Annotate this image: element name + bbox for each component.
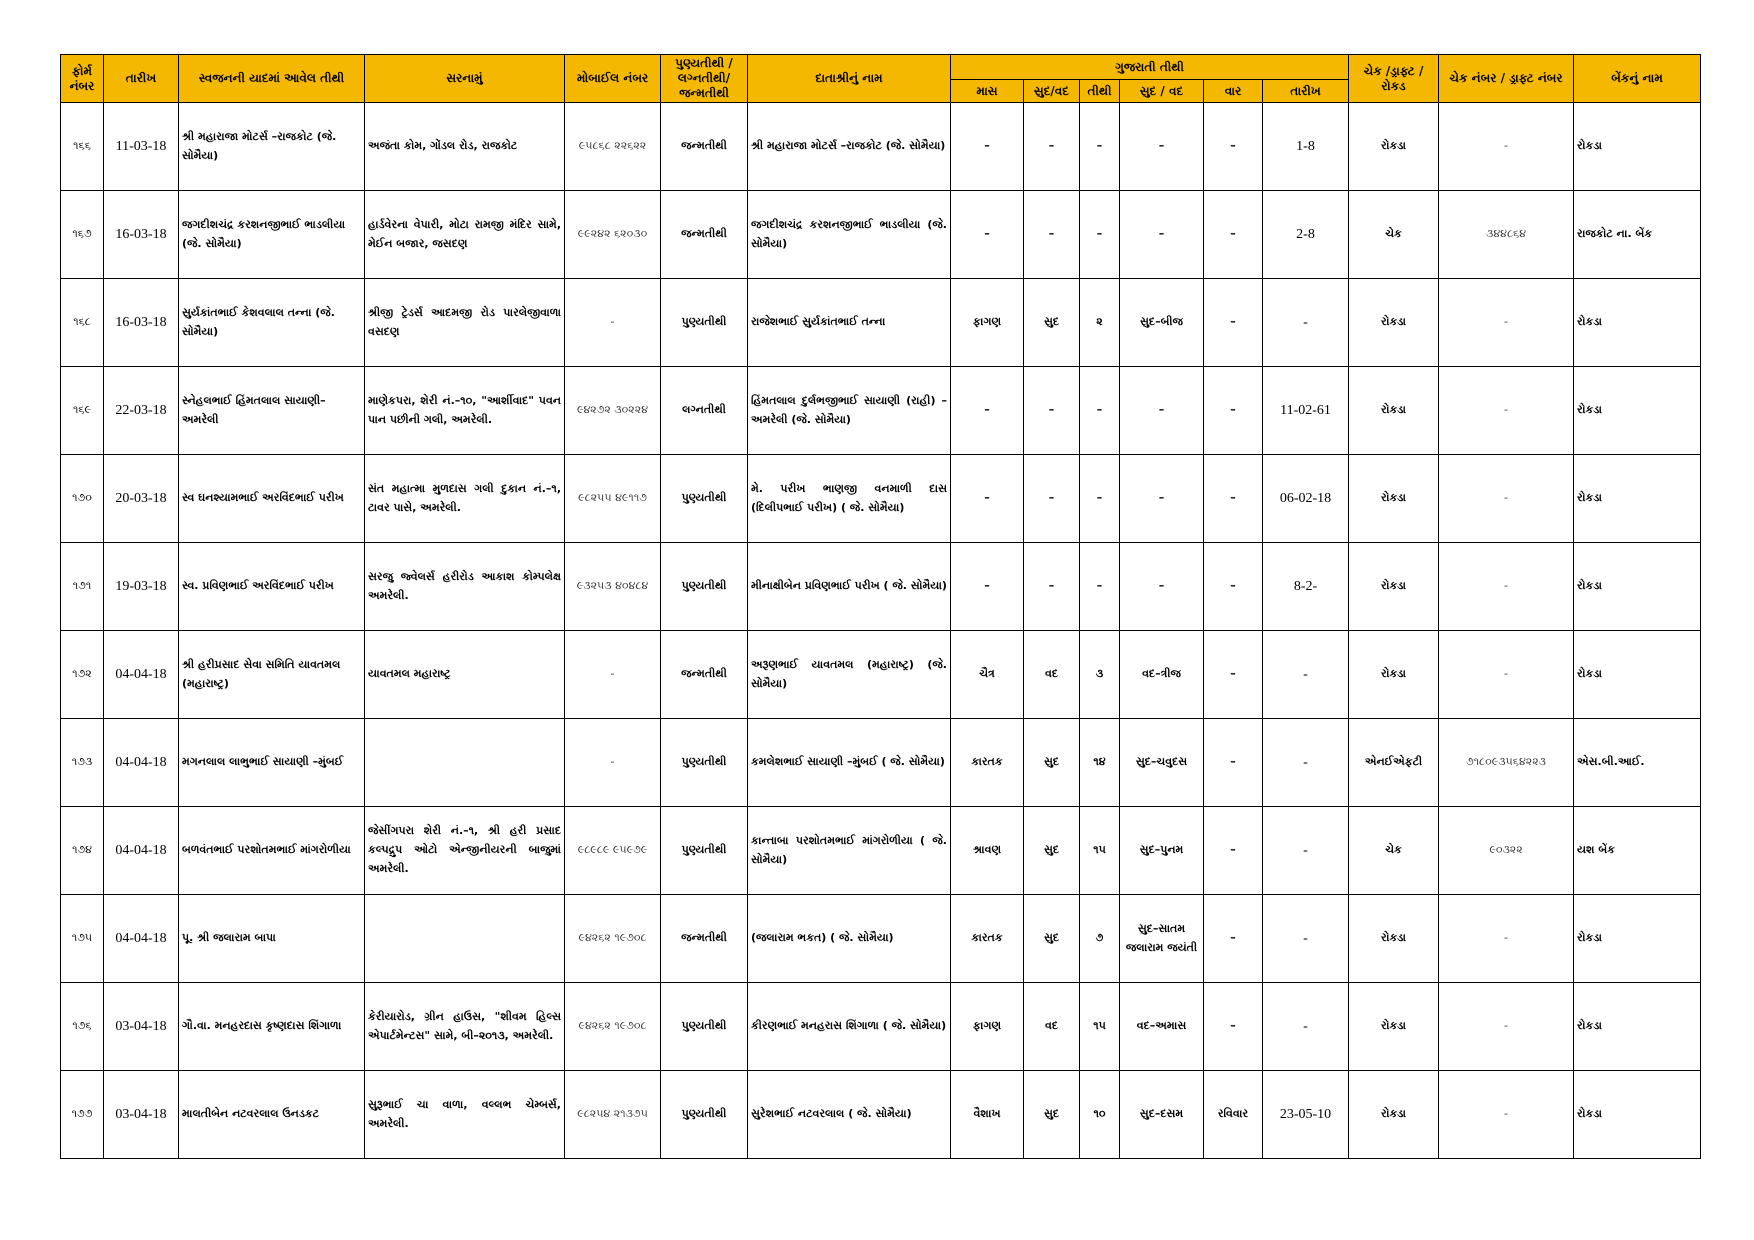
form-no-cell: ૧૭૧ xyxy=(61,543,104,631)
sud-vad-text-cell: – xyxy=(1120,367,1204,455)
date-cell: 20-03-18 xyxy=(104,455,179,543)
sud-vad-text-cell: – xyxy=(1120,103,1204,191)
table-row xyxy=(61,631,1701,719)
g-date-cell: - xyxy=(1263,279,1349,367)
day-cell: – xyxy=(1204,807,1263,895)
donor-cell: કાન્તાબા પરશોતમભાઈ માંગરોળીયા ( જે. સોમૈયા) xyxy=(748,807,951,895)
header-date: તારીખ xyxy=(104,55,179,103)
g-date-cell: 1-8 xyxy=(1263,103,1349,191)
month-cell: ફાગણ xyxy=(951,983,1024,1071)
header-day: વાર xyxy=(1204,80,1263,103)
bank-cell: રોકડા xyxy=(1574,455,1701,543)
g-date-cell: 8-2- xyxy=(1263,543,1349,631)
header-sud-vad-text: સુદ / વદ xyxy=(1120,80,1204,103)
mobile-cell: - xyxy=(565,279,661,367)
payment-cell: રોકડા xyxy=(1349,1071,1439,1159)
day-cell: – xyxy=(1204,103,1263,191)
sud-vad-cell: – xyxy=(1024,191,1080,279)
day-cell: – xyxy=(1204,895,1263,983)
bank-cell: રોકડા xyxy=(1574,279,1701,367)
mobile-cell: ૯૮૨૫૫ ૪૯૧૧૭ xyxy=(565,455,661,543)
g-date-cell: - xyxy=(1263,719,1349,807)
table-row xyxy=(61,807,1701,895)
g-date-cell: - xyxy=(1263,807,1349,895)
sud-vad-text-cell: સુદ–બીજ xyxy=(1120,279,1204,367)
header-month: માસ xyxy=(951,80,1024,103)
date-cell: 16-03-18 xyxy=(104,191,179,279)
sud-vad-text-cell: વદ–અમાસ xyxy=(1120,983,1204,1071)
cheque-no-cell: - xyxy=(1439,103,1574,191)
name-cell: ગૌ.વા. મનહરદાસ કૃષ્ણદાસ શિંગાળા xyxy=(179,983,365,1071)
header-sud-vad: સુદ/વદ xyxy=(1024,80,1080,103)
sud-vad-text-cell: – xyxy=(1120,455,1204,543)
day-cell: – xyxy=(1204,543,1263,631)
name-cell: જગદીશચંદ્ર કરશનજીભાઈ ભાડલીયા (જે. સોમૈયા) xyxy=(179,191,365,279)
sud-vad-text-cell: સુદ–સાતમ જલારામ જયંતી xyxy=(1120,895,1204,983)
day-cell: – xyxy=(1204,983,1263,1071)
header-donor: દાતાશ્રીનું નામ xyxy=(748,55,951,103)
payment-cell: રોકડા xyxy=(1349,895,1439,983)
tithi-cell: – xyxy=(1080,191,1120,279)
payment-cell: રોકડા xyxy=(1349,543,1439,631)
header-tithi: તીથી xyxy=(1080,80,1120,103)
donor-cell: હિંમતલાલ દુર્લભજીભાઈ સાયાણી (રાહી) – અમરેલી (જે. સોમૈયા) xyxy=(748,367,951,455)
mobile-cell: ૯૫૮૬૮ ૨૨૬૨૨ xyxy=(565,103,661,191)
table-row xyxy=(61,279,1701,367)
header-gujarati-tithi: ગુજરાતી તીથી xyxy=(951,55,1349,80)
sud-vad-cell: – xyxy=(1024,367,1080,455)
cheque-no-cell: - xyxy=(1439,983,1574,1071)
donation-register-table xyxy=(60,54,1701,1159)
g-date-cell: - xyxy=(1263,895,1349,983)
donor-cell: મીનાક્ષીબેન પ્રવિણભાઈ પરીખ ( જે. સોમૈયા) xyxy=(748,543,951,631)
occasion-cell: પુણ્યતીથી xyxy=(661,719,748,807)
mobile-cell: ૯૯૨૪૨ ૬૨૦૩૦ xyxy=(565,191,661,279)
month-cell: કારતક xyxy=(951,719,1024,807)
tithi-cell: ૨ xyxy=(1080,279,1120,367)
month-cell: ચૈત્ર xyxy=(951,631,1024,719)
table-header xyxy=(61,55,1701,103)
g-date-cell: - xyxy=(1263,631,1349,719)
name-cell: શ્રી હરીપ્રસાદ સેવા સમિતિ યાવતમલ (મહારાષ્ટ્ર) xyxy=(179,631,365,719)
mobile-cell: ૯૪૨૭૨ ૩૦૨૨૪ xyxy=(565,367,661,455)
payment-cell: એનઈએફટી xyxy=(1349,719,1439,807)
sud-vad-cell: સુદ xyxy=(1024,279,1080,367)
name-cell: માલતીબેન નટવરલાલ ઉનડકટ xyxy=(179,1071,365,1159)
address-cell: હાર્ડવેરના વેપારી, મોટા રામજી મંદિર સામે, મેઈન બજાર, જસદણ xyxy=(365,191,565,279)
g-date-cell: 06-02-18 xyxy=(1263,455,1349,543)
bank-cell: રોકડા xyxy=(1574,983,1701,1071)
date-cell: 22-03-18 xyxy=(104,367,179,455)
form-no-cell: ૧૭૦ xyxy=(61,455,104,543)
cheque-no-cell: ૩૪૪૮૬૪ xyxy=(1439,191,1574,279)
donor-cell: સુરેશભાઈ નટવરલાલ ( જે. સોમૈયા) xyxy=(748,1071,951,1159)
donor-cell: જગદીશચંદ્ર કરશનજીભાઈ ભાડલીયા (જે. સોમૈયા) xyxy=(748,191,951,279)
header-tithi-in-memory: સ્વજનની યાદમાં આવેલ તીથી xyxy=(179,55,365,103)
month-cell: – xyxy=(951,455,1024,543)
header-form-no: ફોર્મ નંબર xyxy=(61,55,104,103)
occasion-cell: પુણ્યતીથી xyxy=(661,543,748,631)
table-row xyxy=(61,543,1701,631)
sud-vad-cell: વદ xyxy=(1024,983,1080,1071)
tithi-cell: ૭ xyxy=(1080,895,1120,983)
header-occasion: પુણ્યતીથી / લગ્નતીથી/ જન્મતીથી xyxy=(661,55,748,103)
donor-cell: (જલારામ ભકત) ( જે. સોમૈયા) xyxy=(748,895,951,983)
day-cell: રવિવાર xyxy=(1204,1071,1263,1159)
cheque-no-cell: - xyxy=(1439,455,1574,543)
address-cell xyxy=(365,719,565,807)
day-cell: – xyxy=(1204,719,1263,807)
payment-cell: રોકડા xyxy=(1349,455,1439,543)
tithi-cell: ૧૦ xyxy=(1080,1071,1120,1159)
bank-cell: રોકડા xyxy=(1574,631,1701,719)
cheque-no-cell: - xyxy=(1439,1071,1574,1159)
header-cheque-no: ચેક નંબર / ડ્રાફ્ટ નંબર xyxy=(1439,55,1574,103)
day-cell: – xyxy=(1204,191,1263,279)
name-cell: મગનલાલ લાભુભાઈ સાયાણી –મુંબઈ xyxy=(179,719,365,807)
payment-cell: રોકડા xyxy=(1349,103,1439,191)
payment-cell: રોકડા xyxy=(1349,631,1439,719)
date-cell: 04-04-18 xyxy=(104,807,179,895)
table-row xyxy=(61,103,1701,191)
form-no-cell: ૧૬૭ xyxy=(61,191,104,279)
date-cell: 16-03-18 xyxy=(104,279,179,367)
cheque-no-cell: ૯૦૩૨૨ xyxy=(1439,807,1574,895)
payment-cell: ચેક xyxy=(1349,191,1439,279)
occasion-cell: પુણ્યતીથી xyxy=(661,807,748,895)
tithi-cell: ૩ xyxy=(1080,631,1120,719)
payment-cell: રોકડા xyxy=(1349,983,1439,1071)
mobile-cell: ૯૮૯૮૯ ૯૫૯૭૯ xyxy=(565,807,661,895)
name-cell: પૂ. શ્રી જલારામ બાપા xyxy=(179,895,365,983)
month-cell: કારતક xyxy=(951,895,1024,983)
header-g-date: તારીખ xyxy=(1263,80,1349,103)
address-cell: સંત મહાત્મા મુળદાસ ગલી દુકાન નં.–૧, ટાવર પાસે, અમરેલી. xyxy=(365,455,565,543)
header-mobile: મોબાઈલ નંબર xyxy=(565,55,661,103)
address-cell: અજંતા કોમ, ગોંડલ રોડ, રાજકોટ xyxy=(365,103,565,191)
g-date-cell: - xyxy=(1263,983,1349,1071)
tithi-cell: ૧૪ xyxy=(1080,719,1120,807)
form-no-cell: ૧૭૪ xyxy=(61,807,104,895)
table-row xyxy=(61,1071,1701,1159)
cheque-no-cell: - xyxy=(1439,367,1574,455)
sud-vad-text-cell: – xyxy=(1120,191,1204,279)
address-cell: શ્રીજી ટ્રેડર્સ આદમજી રોડ પારલેજીવાળા વસદણ xyxy=(365,279,565,367)
sud-vad-cell: સુદ xyxy=(1024,1071,1080,1159)
bank-cell: રોકડા xyxy=(1574,895,1701,983)
payment-cell: ચેક xyxy=(1349,807,1439,895)
tithi-cell: ૧૫ xyxy=(1080,807,1120,895)
name-cell: શ્રી મહારાજા મોટર્સ –રાજકોટ (જે. સોમૈયા) xyxy=(179,103,365,191)
sud-vad-text-cell: – xyxy=(1120,543,1204,631)
month-cell: – xyxy=(951,191,1024,279)
month-cell: – xyxy=(951,367,1024,455)
occasion-cell: જન્મતીથી xyxy=(661,191,748,279)
donor-cell: રાજેશભાઈ સુર્યકાંતભાઈ તન્ના xyxy=(748,279,951,367)
table-row xyxy=(61,367,1701,455)
bank-cell: રોકડા xyxy=(1574,543,1701,631)
table-body xyxy=(61,103,1701,1159)
g-date-cell: 23-05-10 xyxy=(1263,1071,1349,1159)
address-cell: માણેકપરા, શેરી નં.–૧૦, "આર્શીવાદ" પવન પાન પછીની ગલી, અમરેલી. xyxy=(365,367,565,455)
month-cell: ફાગણ xyxy=(951,279,1024,367)
header-payment: ચેક /ડ્રાફ્ટ / રોકડ xyxy=(1349,55,1439,103)
month-cell: – xyxy=(951,543,1024,631)
payment-cell: રોકડા xyxy=(1349,279,1439,367)
address-cell: સરજુ જ્વેલર્સ હરીરોડ આકાશ કોમ્પલેક્ષ અમરેલી. xyxy=(365,543,565,631)
table-row xyxy=(61,983,1701,1071)
sud-vad-cell: વદ xyxy=(1024,631,1080,719)
bank-cell: રાજકોટ ના. બેંક xyxy=(1574,191,1701,279)
cheque-no-cell: ૭૧૮૦૯૩૫૬૪૨૨૩ xyxy=(1439,719,1574,807)
mobile-cell: ૯૩૨૫૩ ૪૦૪૮૪ xyxy=(565,543,661,631)
sud-vad-cell: સુદ xyxy=(1024,807,1080,895)
date-cell: 11-03-18 xyxy=(104,103,179,191)
form-no-cell: ૧૬૯ xyxy=(61,367,104,455)
sud-vad-cell: સુદ xyxy=(1024,895,1080,983)
sud-vad-text-cell: સુદ–દસમ xyxy=(1120,1071,1204,1159)
name-cell: સ્વ ઘનશ્યામભાઈ અરવિંદભાઈ પરીખ xyxy=(179,455,365,543)
g-date-cell: 2-8 xyxy=(1263,191,1349,279)
cheque-no-cell: - xyxy=(1439,631,1574,719)
table-row xyxy=(61,191,1701,279)
sud-vad-text-cell: વદ–ત્રીજ xyxy=(1120,631,1204,719)
month-cell: વૈશાખ xyxy=(951,1071,1024,1159)
address-cell xyxy=(365,895,565,983)
cheque-no-cell: - xyxy=(1439,279,1574,367)
name-cell: બળવંતભાઈ પરશોતમભાઈ માંગરોળીયા xyxy=(179,807,365,895)
occasion-cell: લગ્નતીથી xyxy=(661,367,748,455)
mobile-cell: ૯૪૨૬૨ ૧૯૭૦૮ xyxy=(565,983,661,1071)
cheque-no-cell: - xyxy=(1439,543,1574,631)
address-cell: સુરૂભાઈ ચા વાળા, વલ્લભ ચેમ્બર્સ, અમરેલી. xyxy=(365,1071,565,1159)
sud-vad-cell: – xyxy=(1024,103,1080,191)
sud-vad-text-cell: સુદ–પુનમ xyxy=(1120,807,1204,895)
header-bank: બેંકનું નામ xyxy=(1574,55,1701,103)
form-no-cell: ૧૭૫ xyxy=(61,895,104,983)
occasion-cell: પુણ્યતીથી xyxy=(661,1071,748,1159)
date-cell: 03-04-18 xyxy=(104,1071,179,1159)
tithi-cell: – xyxy=(1080,367,1120,455)
date-cell: 19-03-18 xyxy=(104,543,179,631)
day-cell: – xyxy=(1204,631,1263,719)
cheque-no-cell: - xyxy=(1439,895,1574,983)
address-cell: યાવતમલ મહારાષ્ટ્ર xyxy=(365,631,565,719)
tithi-cell: – xyxy=(1080,455,1120,543)
occasion-cell: પુણ્યતીથી xyxy=(661,455,748,543)
donor-cell: મે. પરીખ ભાણજી વનમાળી દાસ (દિલીપભાઈ પરીખ) ( જે. સોમૈયા) xyxy=(748,455,951,543)
table-row xyxy=(61,719,1701,807)
payment-cell: રોકડા xyxy=(1349,367,1439,455)
bank-cell: રોકડા xyxy=(1574,367,1701,455)
bank-cell: એસ.બી.આઈ. xyxy=(1574,719,1701,807)
form-no-cell: ૧૬૬ xyxy=(61,103,104,191)
date-cell: 03-04-18 xyxy=(104,983,179,1071)
table-row xyxy=(61,455,1701,543)
mobile-cell: - xyxy=(565,719,661,807)
bank-cell: રોકડા xyxy=(1574,103,1701,191)
name-cell: સ્વ. પ્રવિણભાઈ અરવિંદભાઈ પરીખ xyxy=(179,543,365,631)
form-no-cell: ૧૭૨ xyxy=(61,631,104,719)
day-cell: – xyxy=(1204,455,1263,543)
donor-cell: શ્રી મહારાજા મોટર્સ –રાજકોટ (જે. સોમૈયા) xyxy=(748,103,951,191)
bank-cell: રોકડા xyxy=(1574,1071,1701,1159)
address-cell: કેરીયારોડ, ગ્રીન હાઉસ, "શીવમ હિલ્સ એપાર્ટમેન્ટસ" સામે, બી–૨૦૧૩, અમરેલી. xyxy=(365,983,565,1071)
mobile-cell: - xyxy=(565,631,661,719)
donor-cell: કીરણભાઈ મનહરાસ શિંગાળા ( જે. સોમૈયા) xyxy=(748,983,951,1071)
sud-vad-text-cell: સુદ–ચવુદસ xyxy=(1120,719,1204,807)
date-cell: 04-04-18 xyxy=(104,719,179,807)
tithi-cell: – xyxy=(1080,103,1120,191)
form-no-cell: ૧૭૩ xyxy=(61,719,104,807)
month-cell: શ્રાવણ xyxy=(951,807,1024,895)
sud-vad-cell: સુદ xyxy=(1024,719,1080,807)
table-row xyxy=(61,895,1701,983)
donor-cell: કમલેશભાઈ સાયાણી –મુંબઈ ( જે. સોમૈયા) xyxy=(748,719,951,807)
form-no-cell: ૧૭૭ xyxy=(61,1071,104,1159)
occasion-cell: જન્મતીથી xyxy=(661,631,748,719)
bank-cell: યશ બેંક xyxy=(1574,807,1701,895)
occasion-cell: જન્મતીથી xyxy=(661,895,748,983)
address-cell: જેસીંગપરા શેરી નં.–૧, શ્રી હરી પ્રસાદ કલ્પદ્રુપ ઓટો એન્જીનીયરની બાજુમાં અમરેલી. xyxy=(365,807,565,895)
mobile-cell: ૯૪૨૬૨ ૧૯૭૦૮ xyxy=(565,895,661,983)
donor-cell: અરૂણભાઈ યાવતમલ (મહારાષ્ટ્ર) (જે. સોમૈયા) xyxy=(748,631,951,719)
month-cell: – xyxy=(951,103,1024,191)
name-cell: સ્નેહલભાઈ હિંમતલાલ સાયાણી–અમરેલી xyxy=(179,367,365,455)
mobile-cell: ૯૮૨૫૪ ૨૧૩૭૫ xyxy=(565,1071,661,1159)
date-cell: 04-04-18 xyxy=(104,631,179,719)
day-cell: – xyxy=(1204,279,1263,367)
sud-vad-cell: – xyxy=(1024,543,1080,631)
g-date-cell: 11-02-61 xyxy=(1263,367,1349,455)
tithi-cell: ૧૫ xyxy=(1080,983,1120,1071)
sud-vad-cell: – xyxy=(1024,455,1080,543)
occasion-cell: પુણ્યતીથી xyxy=(661,983,748,1071)
name-cell: સુર્યકાંતભાઈ કેશવલાલ તન્ના (જે. સોમૈયા) xyxy=(179,279,365,367)
date-cell: 04-04-18 xyxy=(104,895,179,983)
header-address: સરનામું xyxy=(365,55,565,103)
form-no-cell: ૧૭૬ xyxy=(61,983,104,1071)
occasion-cell: જન્મતીથી xyxy=(661,103,748,191)
day-cell: – xyxy=(1204,367,1263,455)
occasion-cell: પુણ્યતીથી xyxy=(661,279,748,367)
tithi-cell: – xyxy=(1080,543,1120,631)
form-no-cell: ૧૬૮ xyxy=(61,279,104,367)
